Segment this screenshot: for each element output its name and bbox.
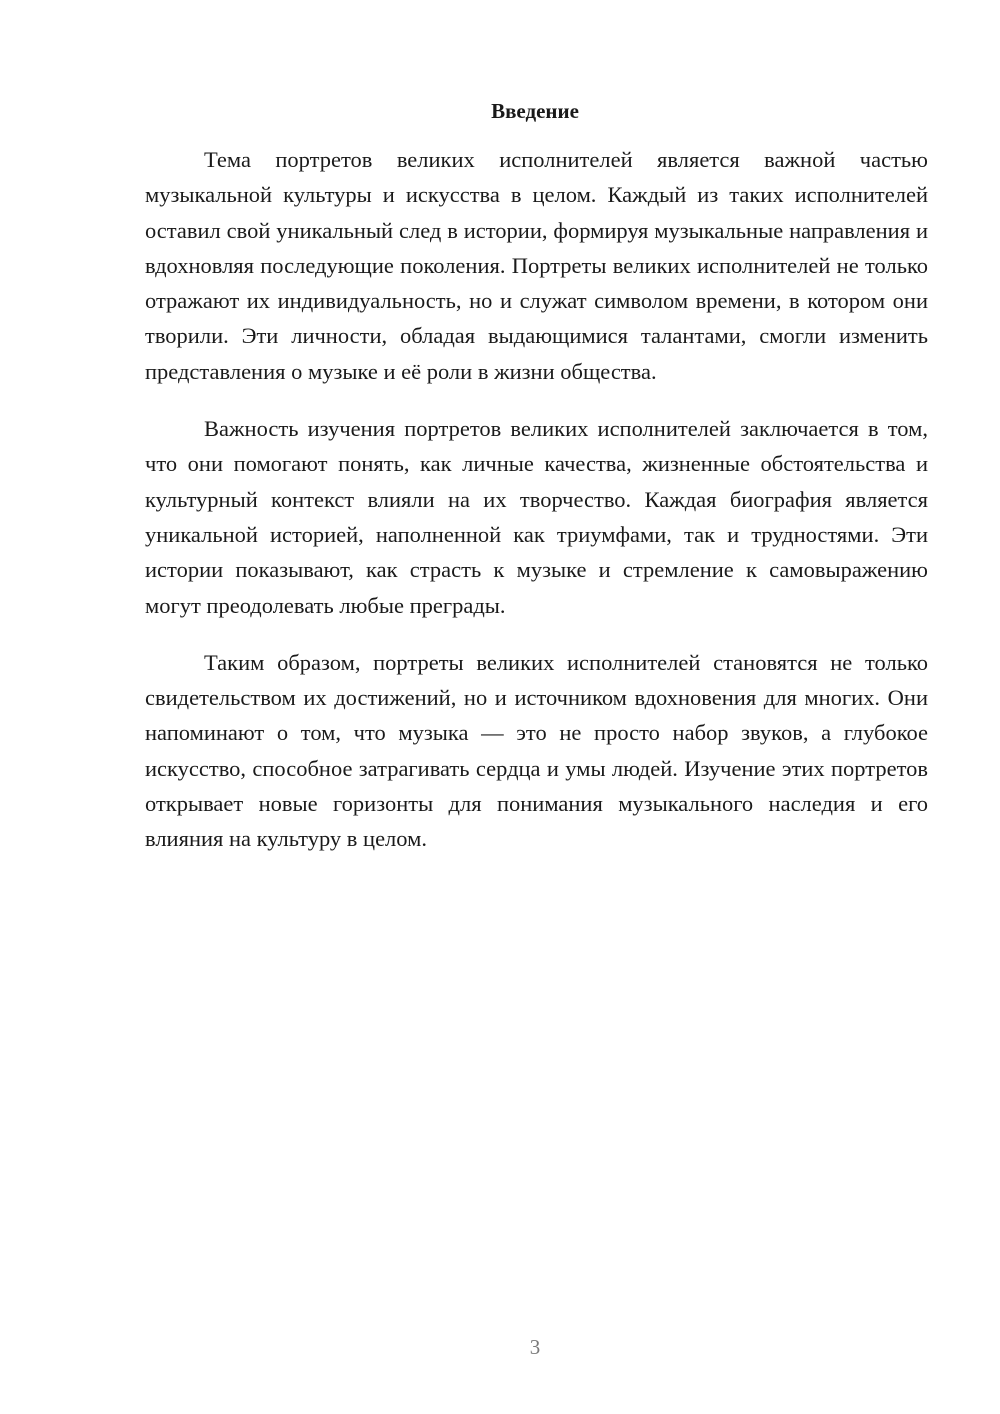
body-text bbox=[145, 142, 928, 879]
page-number: 3 bbox=[529, 1335, 541, 1359]
paragraph-1: Тема портретов великих исполнителей является важной частью музыкальной культуры и искусства в целом. Каждый из таких исполнителей оставил свой уникальный след в истории, формируя музыкальные направления и вдохновляя последующие поколения. Портреты великих исполнителей не только отражают их индивидуальность, но и служат символом времени, в котором они творили. Эти личности, обладая выдающимися талантами, смогли изменить представления о музыке и её роли в жизни общества. bbox=[145, 147, 928, 384]
paragraph-3: Таким образом, портреты великих исполнителей становятся не только свидетельством их достижений, но и источником вдохновения для многих. Они напоминают о том, что музыка — это не просто набор звуков, а глубокое искусство, способное затрагивать сердца и умы людей. Изучение этих портретов открывает новые горизонты для понимания музыкального наследия и его влияния на культуру в целом. bbox=[145, 649, 928, 852]
section-heading: Введение bbox=[491, 99, 579, 123]
paragraph-2: Важность изучения портретов великих исполнителей заключается в том, что они помогают понять, как личные качества, жизненные обстоятельства и культурный контекст влияли на их творчество. Каждая биография является уникальной историей, наполненной как триумфами, так и трудностями. Эти истории показывают, как страсть к музыке и стремление к самовыражению могут преодолевать любые преграды. bbox=[145, 416, 928, 618]
